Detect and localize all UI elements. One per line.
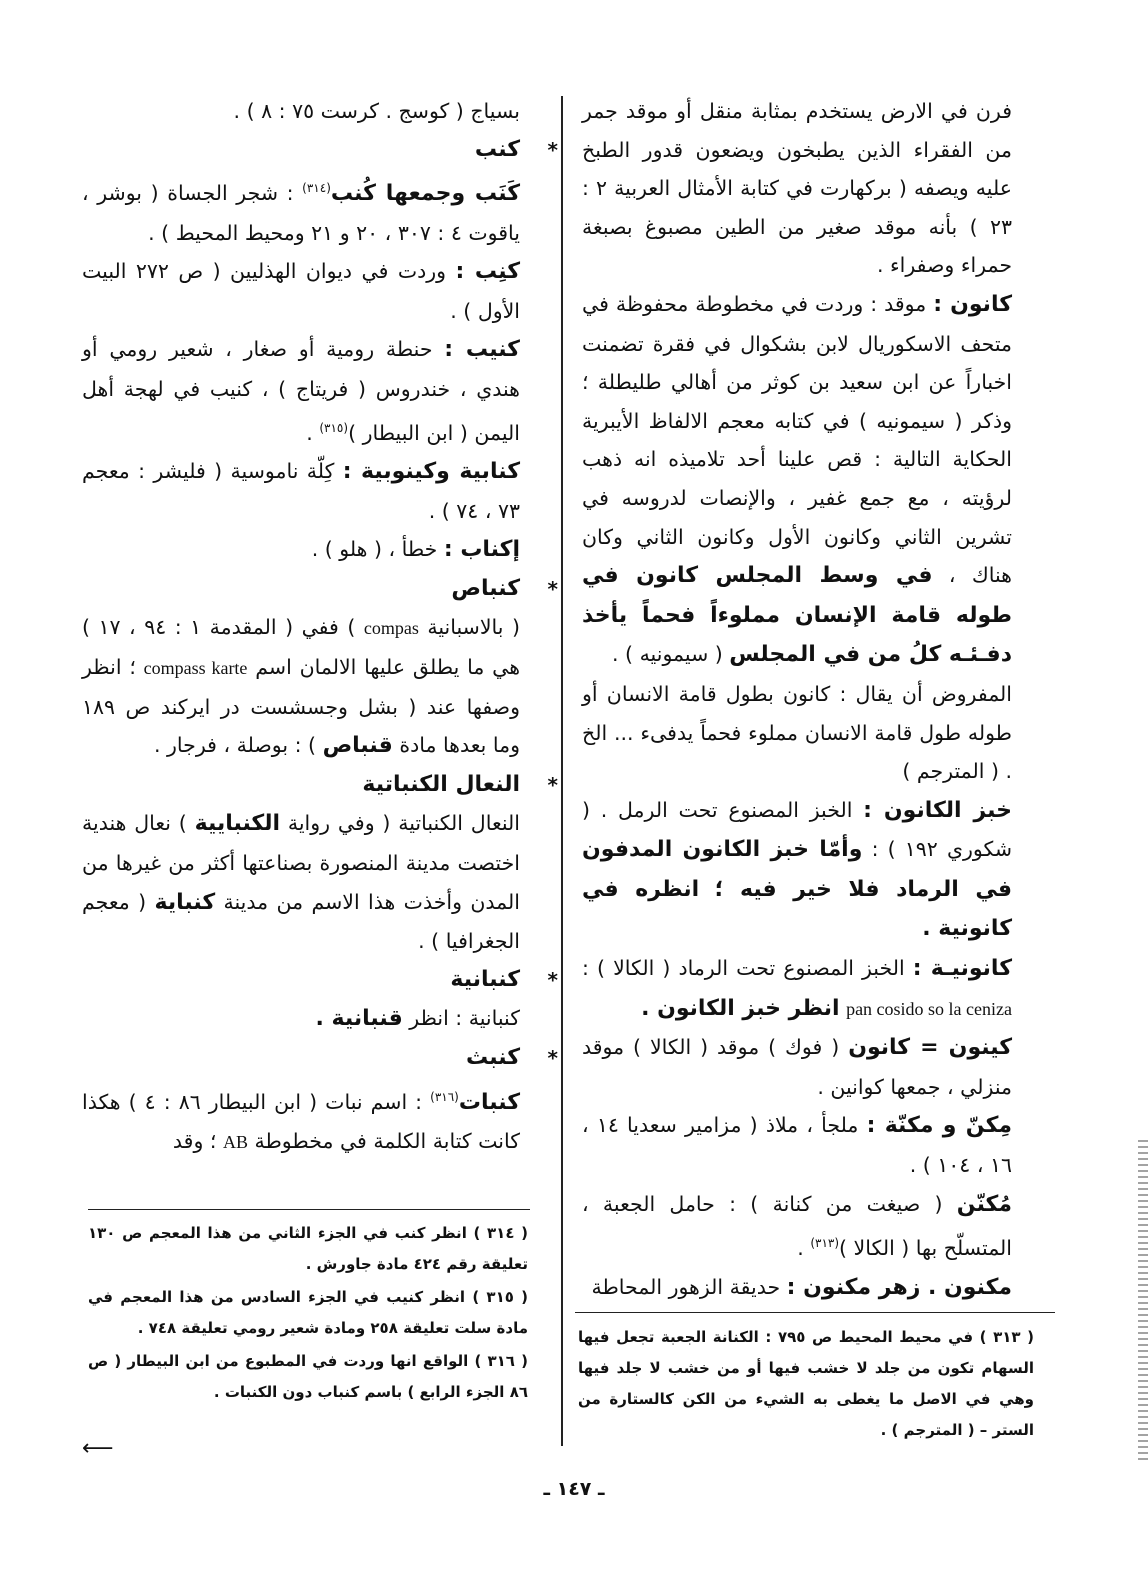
- asterisk-icon: *: [547, 967, 558, 992]
- translator-note: المفروض أن يقال : كانون بطول قامة الانسان أو طوله طول قامة الانسان مملوء فحماً يدفىء ... الخ . ( المترجم ): [582, 681, 1012, 784]
- column-divider: [561, 96, 563, 1446]
- entry-text: النعال الكنباتية ( وفي رواية: [287, 811, 520, 836]
- headword: خبز الكانون :: [863, 797, 1012, 823]
- entry-text: ) : بوصلة ، فرجار .: [154, 733, 317, 758]
- footnote: ( ٣١٥ ) انظر كنيب في الجزء السادس من هذا المعجم في مادة سلت تعليقة ٢٥٨ ومادة شعير رومي تعليقة ٧٤٨ .: [88, 1288, 528, 1337]
- entry-mukattan: مُكنّن ( صيغت من كنانة ) : حامل الجعبة ، المتسلّح بها ( الكالا )$^{(٣١٣)}$ .: [582, 1191, 1012, 1261]
- quote-bold: في وسط المجلس كانون في طوله قامة الإنسان مملوءاً فحماً يأخذ دفـئـه كلُ من في المجلس: [582, 563, 1012, 668]
- entry-kinbaniya: [82, 999, 520, 1039]
- footnotes-right: [578, 1322, 1034, 1448]
- quote-bold: وأمّا خبز الكانون المدفون في الرماد فلا خير فيه ؛: [582, 837, 1012, 902]
- footnote-ref: (٣١٥): [319, 420, 349, 435]
- section-heading: [82, 570, 558, 609]
- entry-text: حنطة رومية أو صغار ، شعير رومي أو هندي ، خندروس ( فريتاج ) ، كنيب في لهجة أهل اليمن ( ابن البيطار ): [82, 337, 520, 445]
- entry-text: ( فوك ) موقد ( الكالا ) موقد منزلي ، جمعها كوانين .: [582, 1035, 1012, 1099]
- latin-term: pan cosido so la ceniza: [846, 998, 1012, 1019]
- cross-reference: انظر خبز الكانون .: [641, 995, 840, 1021]
- footnote-ref: (٣١٣): [810, 1236, 840, 1251]
- entry-khubz: [582, 791, 1012, 949]
- entry-text: الخبز المصنوع تحت الرماد ( الكالا ) :: [582, 956, 905, 981]
- footnote: ( ٣١٦ ) الواقع انها وردت في المطبوع من ابن البيطار ( ص ٨٦ الجزء الرابع ) باسم كنباب دون الكنبات .: [88, 1352, 529, 1401]
- term-bold: كنباية: [154, 889, 216, 915]
- entry-text: ( بالاسبانية: [427, 615, 520, 640]
- headword: إكناب :: [443, 537, 520, 563]
- entry-makan: [582, 1106, 1012, 1184]
- headword: كنابية وكينوبية :: [342, 459, 520, 484]
- heading-text: كنباص: [451, 575, 520, 601]
- page-number: ـ ١٤٧ ـ: [543, 1478, 605, 1500]
- right-column: [582, 92, 1012, 1307]
- entry-text: ( صيغت من كنانة ) : حامل الجعبة ، المتسلّح بها ( الكالا ): [582, 1191, 1012, 1261]
- entry-text: حديقة الزهور المحاطة: [591, 1274, 781, 1299]
- entry-text: ( معجم الجغرافيا ) .: [82, 889, 520, 954]
- headword: كانون :: [933, 291, 1012, 317]
- latin-term: compass karte: [143, 657, 248, 678]
- entry-text: ) ففي ( المقدمة ١ : ٩٤ ، ١٧ ) هي ما يطلق عليها الالمان اسم: [82, 615, 521, 679]
- entry-iknab: [82, 530, 520, 570]
- term-bold: الكنبايية: [194, 811, 281, 837]
- cross-reference: قنبانية .: [315, 1006, 403, 1032]
- section-heading: [82, 131, 558, 170]
- paragraph: بسياج ( كوسج . كرست ٧٥ : ٨ ) .: [233, 99, 520, 123]
- entry-nial: [82, 804, 520, 960]
- heading-text: النعال الكنباتية: [362, 771, 520, 797]
- latin-term: compas: [363, 618, 419, 639]
- footnote-rule: [88, 1209, 530, 1210]
- entry-text: : شجر الجساة ( بوشر ، ياقوت ٤ : ٣٠٧ ، ٢٠ و ٢١ ومحيط المحيط ) .: [82, 181, 520, 245]
- asterisk-icon: *: [547, 137, 558, 162]
- entry-text: الخبز المصنوع تحت الرمل . ( شكوري ١٩٢ ) :: [582, 797, 1012, 862]
- entry-text: وردت في ديوان الهذليين ( ص ٢٧٢ البيت الأول ) .: [82, 259, 520, 323]
- entry-kanbath: [82, 1078, 520, 1162]
- entry-kinun: [582, 1028, 1012, 1106]
- footnote: ( ٣١٣ ) في محيط المحيط ص ٧٩٥ : الكنانة الجعبة تجعل فيها السهام تكون من جلد لا خشب فيها أو من خشب لا جلد فيها وهي في الاصل ما يغطى به الشيء من الكن كالستارة من الستر – ( المترجم ) .: [578, 1328, 1035, 1439]
- entry-text: كنبانية : انظر: [409, 1006, 520, 1031]
- entry-text: كِلّة ناموسية ( فليشر : معجم ٧٣ ، ٧٤ ) .: [82, 459, 520, 523]
- entry-text: ؛ وقد: [172, 1128, 217, 1153]
- asterisk-icon: *: [547, 576, 558, 601]
- entry-text: : اسم نبات ( ابن البيطار ٨٦ : ٤ ) هكذا كانت كتابة الكلمة في مخطوطة: [82, 1089, 520, 1153]
- footnote-ref: (٣١٦): [430, 1089, 459, 1104]
- latin-term: AB: [222, 1131, 248, 1152]
- asterisk-icon: *: [547, 1045, 558, 1070]
- headword: كانونيـة :: [912, 956, 1012, 982]
- entry-kinabiya: [82, 452, 520, 530]
- headword: كَنَب وجمعها كُنب: [330, 181, 520, 207]
- continuation-arrow-icon: ⟵: [82, 1436, 114, 1461]
- entry-kanuniya: [582, 949, 1012, 1028]
- entry-kanun: [582, 285, 1012, 675]
- left-column: [82, 92, 558, 1162]
- entry-kinabas: [82, 608, 520, 765]
- entry-text: ( سيمونيه ) .: [612, 642, 723, 667]
- entry-text: موقد : وردت في مخطوطة محفوظة في متحف الاسكوريال لابن بشكوال في فقرة تضمنت اخباراً عن ابن سعيد بن كوثر من أهالي طليطلة ؛ وذكر ( سيمونيه ) في كتابه معجم الالفاظ الأيبرية الحكاية التالية : قص علينا أحد تلاميذه انه ذهب لرؤيته ، مع جمع غفير ، والإنصات لدروسه في تشرين الثاني وكانون الأول وكانون الثاني وكان هناك ،: [582, 291, 1012, 588]
- entry-maknun: [582, 1268, 1012, 1308]
- headword: مُكنّن: [956, 1191, 1012, 1217]
- heading-text: كنبانية: [450, 966, 520, 992]
- section-heading: [82, 1039, 558, 1078]
- footnotes-left: [88, 1218, 528, 1410]
- headword: كنيب :: [444, 337, 520, 363]
- headword: كنبات: [458, 1089, 520, 1115]
- heading-text: كنب: [474, 136, 520, 162]
- headword: كنِب :: [455, 259, 520, 285]
- asterisk-icon: *: [547, 772, 558, 797]
- entry-text: انظره في كانونية .: [582, 876, 1012, 942]
- entry-kanib: [82, 252, 520, 330]
- footnote: ( ٣١٤ ) انظر كنب في الجزء الثاني من هذا المعجم ص ١٣٠ تعليقة رقم ٤٢٤ مادة جاورش .: [88, 1224, 529, 1273]
- section-heading: [82, 766, 558, 805]
- entry-text: خطأ ، ( هلو ) .: [311, 537, 438, 562]
- entry-kanab: [82, 169, 520, 252]
- entry-text: ملجأ ، ملاذ ( مزامير سعديا ١٤ ، ١٦ ، ١٠٤ ) .: [582, 1113, 1012, 1178]
- headword: مِكنّ و مكنّة :: [866, 1113, 1012, 1139]
- section-heading: [82, 961, 558, 1000]
- entry-text: ؛ انظر وصفها عند ( بشل وجسشست در ايركند ص ١٨٩ وما بعدها مادة: [82, 654, 520, 758]
- entry-kunayb: كنيب : حنطة رومية أو صغار ، شعير رومي أو هندي ، خندروس ( فريتاج ) ، كنيب في لهجة أهل اليمن ( ابن البيطار )$^{(٣١٥)}$ .: [82, 337, 520, 445]
- heading-text: كنبث: [465, 1044, 520, 1070]
- headword: كينون = كانون: [848, 1035, 1012, 1061]
- headword: مكنون . زهر مكنون :: [786, 1274, 1012, 1300]
- scan-edge-marks: [1138, 1140, 1148, 1460]
- footnote-ref: (٣١٤): [302, 181, 331, 196]
- cross-reference: قنباص: [322, 733, 393, 759]
- paragraph: فرن في الارض يستخدم بمثابة منقل أو موقد جمر من الفقراء الذين يطبخون ويضعون قدور الطبخ عليه ويصفه ( بركهارت في كتابة الأمثال العربية ٢ : ٢٣ ) بأنه موقد صغير من الطين مصبوغ بصبغة حمراء وصفراء .: [582, 99, 1012, 278]
- footnote-rule: [575, 1312, 1055, 1313]
- entry-text: ) نعال هندية اختصت مدينة المنصورة بصناعتها أكثر من غيرها من المدن وأخذت هذا الاسم من مدينة: [82, 811, 520, 914]
